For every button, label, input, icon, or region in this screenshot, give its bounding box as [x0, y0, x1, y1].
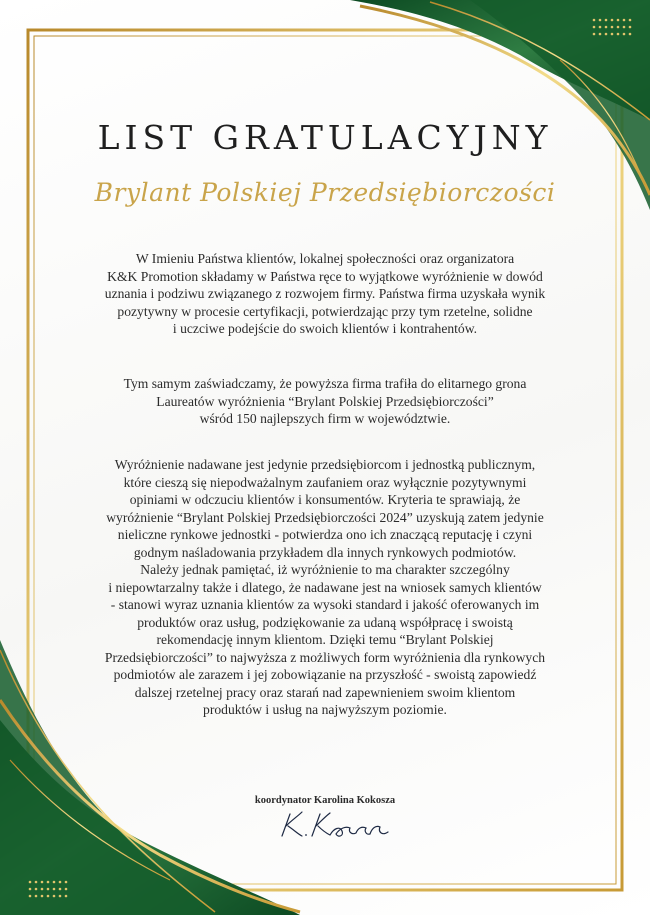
text-line: Laureatów wyróżnienia “Brylant Polskiej Przedsiębiorczości”	[156, 393, 494, 409]
text-line: podmiotów ale zarazem i jej zobowiązanie na przyszłość - swoistą zapowiedź	[113, 667, 537, 682]
text-line: i uczciwe podejście do swoich klientów i kontrahentów.	[172, 321, 478, 336]
text-line: Wyróżnienie nadawane jest jedynie przedsiębiorcom i jednostką publicznym,	[114, 457, 536, 472]
text-line: - stanowi wyraz uznania klientów za wysoki standard i jakość oferowanych im	[110, 597, 540, 612]
text-line: opiniami w odczuciu klientów i konsumentów. Kryteria te sprawiają, że	[129, 492, 521, 507]
text-line: pozytywny w procesie certyfikacji, potwierdzając przy tym rzetelne, solidne	[117, 303, 533, 319]
text-line: godnym naśladowania przykładem dla innych rynkowych podmiotów.	[133, 544, 517, 560]
text-line: rekomendację innym klientom. Dzięki temu “Brylant Polskiej	[156, 632, 494, 647]
coordinator-name: koordynator Karolina Kokosza	[254, 795, 396, 806]
text-line: produktów i usług na najwyższym poziomie.	[203, 702, 447, 717]
text-line: Należy jednak pamiętać, iż wyróżnienie to ma charakter szczególny	[140, 562, 510, 577]
text-line: które cieszą się niepodważalnym zaufaniem oraz wyłącznie pozytywnymi	[123, 474, 527, 490]
text-line: uznania i podziwu związanego z rozwojem firmy. Państwa firma uzyskała wynik	[104, 286, 546, 301]
text-line: Tym samym zaświadczamy, że powyższa firma trafiła do elitarnego grona	[123, 376, 527, 391]
text-line: K&K Promotion składamy w Państwa ręce to wyjątkowe wyróżnienie w dowód	[107, 268, 543, 284]
text-line: i niepowtarzalny także i dlatego, że nadawane jest na wniosek samych klientów	[108, 579, 542, 595]
text-line: dalszej rzetelnej pracy oraz starań nad zapewnieniem swoim klientom	[134, 684, 516, 700]
text-line: wyróżnienie “Brylant Polskiej Przedsiębiorczości 2024” uzyskują zatem jedynie	[106, 509, 544, 525]
text-line: nieliczne rynkowe jednostki - potwierdza ono ich znaczącą reputację i czyni	[117, 527, 533, 542]
text-line: Przedsiębiorczości” to najwyższa z możliwych form wyróżnienia dla rynkowych	[104, 649, 546, 665]
paragraph-1	[70, 250, 580, 338]
paragraph-2	[70, 375, 580, 428]
paragraph-3	[70, 456, 580, 719]
text-line: wśród 150 najlepszych firm w województwie.	[199, 411, 451, 426]
document-title: LIST GRATULACYJNY	[97, 118, 553, 157]
text-line: W Imieniu Państwa klientów, lokalnej społeczności oraz organizatora	[135, 251, 515, 266]
handwritten-signature	[272, 806, 402, 842]
text-line: produktów oraz usług, podziękowanie za udaną współpracę i swoistą	[137, 614, 513, 630]
award-name: Brylant Polskiej Przedsiębiorczości	[94, 178, 556, 207]
